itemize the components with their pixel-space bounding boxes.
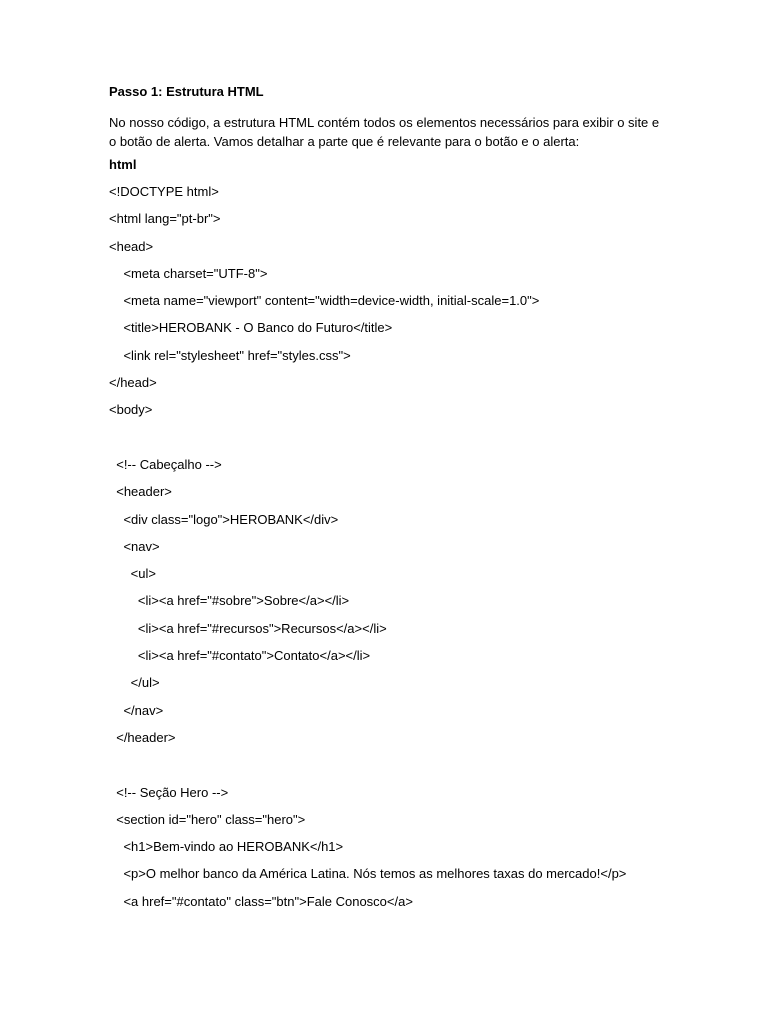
code-block [109,183,669,911]
intro-line: o botão de alerta. Vamos detalhar a parte que é relevante para o botão e o alerta: [109,134,580,149]
code-line: <li><a href="#sobre">Sobre</a></li> [109,593,350,609]
code-line: <meta charset="UTF-8"> [109,265,268,281]
code-line: <!-- Seção Hero --> [109,784,229,800]
code-line: <section id="hero" class="hero"> [109,811,306,827]
intro-line: No nosso código, a estrutura HTML contém todos os elementos necessários para exibir o site e [109,115,660,130]
code-line [109,429,669,447]
code-line: <!DOCTYPE html> [109,184,219,199]
code-line: <html lang="pt-br"> [109,211,221,227]
code-line: <h1>Bem-vindo ao HEROBANK</h1> [109,839,344,855]
code-language-label: html [109,157,137,172]
code-line: <a href="#contato" class="btn">Fale Conosco</a> [109,893,413,909]
intro-paragraph [109,113,669,151]
code-line: </ul> [109,675,160,691]
code-line: <head> [109,238,154,254]
code-line: <link rel="stylesheet" href="styles.css"> [109,347,351,363]
code-line: <nav> [109,538,160,554]
code-line: <ul> [109,566,156,582]
code-line: <meta name="viewport" content="width=device-width, initial-scale=1.0"> [109,293,540,309]
code-line: </header> [109,729,176,745]
step-heading: Passo 1: Estrutura HTML [109,84,264,99]
code-line: <p>O melhor banco da América Latina. Nós temos as melhores taxas do mercado!</p> [109,866,627,882]
code-line: <title>HEROBANK - O Banco do Futuro</title> [109,320,393,336]
document-content [109,83,669,920]
code-line [109,756,669,774]
code-line: <li><a href="#recursos">Recursos</a></li> [109,620,387,636]
code-line: <!-- Cabeçalho --> [109,456,222,472]
code-line: <div class="logo">HEROBANK</div> [109,511,339,527]
code-line: </nav> [109,702,164,718]
code-line: <header> [109,484,172,500]
code-line: <li><a href="#contato">Contato</a></li> [109,648,371,664]
code-line: <body> [109,402,153,418]
code-line: </head> [109,375,157,391]
